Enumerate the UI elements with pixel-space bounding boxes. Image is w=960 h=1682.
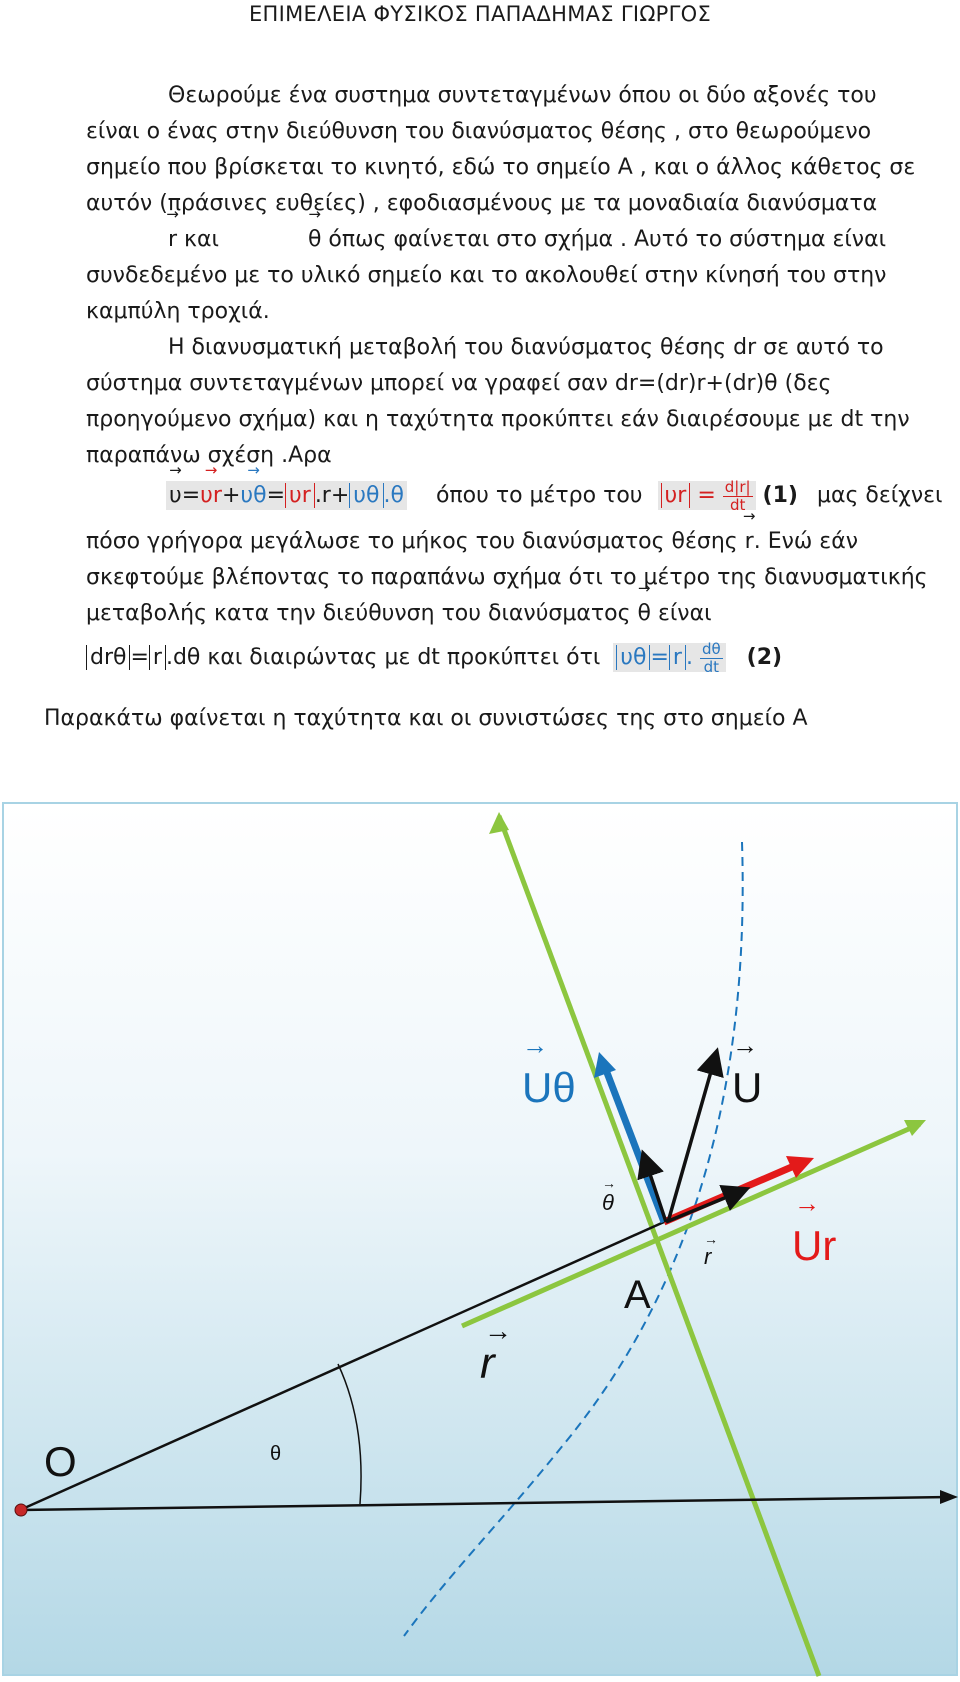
- label-theta-unit-arrow: →: [602, 1175, 616, 1191]
- theta-axis-line: [499, 816, 819, 1676]
- paragraph-1: Θεωρούμε ένα συστημα συντεταγμένων όπου οι δύο αξονές του είναι ο ένας στην διεύθυνση του διανύσματος θέσης , στο θεωρούμενο σημείο που βρίσκεται το κινητό, εδώ το σημείο Α , και ο άλλος κάθετος σε αυτόν (πράσινες ευθείες) , εφοδιασμένους με τα μοναδιαία διανύσματα → r και → θ όπως φαίνεται στο σχήμα . Αυτό το σύστημα είναι συνδεδεμένο με το υλικό σημείο και το ακολουθεί στην κίνησή του στην καμπύλη τροχιά.: [86, 78, 936, 330]
- radial-speed-formula: υr = $\frac{d|r|}{dt}$: [658, 481, 756, 510]
- position-vector: [20, 1222, 664, 1510]
- label-ur: Ur: [792, 1222, 837, 1269]
- label-r-unit: r: [704, 1244, 712, 1269]
- unit-vector-r: → r: [86, 222, 177, 258]
- paragraph-3: πόσο γρήγορα μεγάλωσε το μήκος του διανύσματος θέσης → r. Ενώ εάν σκεφτούμε βλέποντας το παραπάνω σχήμα ότι το μέτρο της διανυσματικής μεταβολής κατα την διεύθυνση του διανύσματος → θ είναι: [86, 524, 936, 632]
- equation-1: → υ=→ υr+→ υθ= υr .r+ υθ .θ όπου το μέτρο του υr = $\frac{d|r|}{dt}$ (1) μας δείχνει: [166, 478, 943, 514]
- label-ur-arrow: →: [794, 1188, 820, 1218]
- velocity-diagram: [4, 804, 960, 1678]
- figure-caption: Παρακάτω φαίνεται η ταχύτητα και οι συνιστώσες της στο σημείο Α: [44, 706, 808, 731]
- equation-label-1: (1): [762, 483, 798, 508]
- label-u-arrow: →: [732, 1030, 758, 1060]
- origin-point: [15, 1504, 27, 1516]
- label-r-vector: r: [480, 1339, 495, 1388]
- page-header: ΕΠΙΜΕΛΕΙΑ ΦΥΣΙΚΟΣ ΠΑΠΑΔΗΜΑΣ ΓΙΩΡΓΟΣ: [248, 2, 712, 26]
- label-point-a: A: [624, 1273, 651, 1317]
- label-u: U: [732, 1064, 763, 1111]
- displacement-equation: dr=(dr)r+(dr)θ: [614, 371, 778, 396]
- equation-label-2: (2): [746, 645, 783, 670]
- label-angle: θ: [270, 1443, 282, 1465]
- horizontal-axis: [20, 1497, 950, 1510]
- label-utheta-arrow: →: [522, 1030, 548, 1060]
- horizontal-axis-arrowhead: [940, 1490, 958, 1504]
- paragraph-2: Η διανυσματική μεταβολή του διανύσματος θέσης dr σε αυτό το σύστημα συντεταγμένων μπορεί να γραφεί σαν dr=(dr)r+(dr)θ (δες προηγούμενο σχήμα) και η ταχύτητα προκύπτει εάν διαιρέσουμε με dt την παραπάνω σχέση .Αρα: [86, 335, 910, 468]
- utheta-vector: [606, 1070, 664, 1222]
- label-theta-unit: θ: [602, 1190, 614, 1215]
- angular-speed-formula: υθ = r . $\frac{d\theta}{dt}$: [613, 643, 725, 672]
- angle-arc: [338, 1364, 361, 1504]
- label-r-vector-arrow: →: [484, 1315, 512, 1346]
- velocity-figure: [2, 802, 958, 1676]
- trajectory-curve: [404, 842, 743, 1636]
- unit-vector-theta: → θ: [226, 222, 321, 258]
- u-vector: [668, 1054, 716, 1222]
- label-origin: O: [44, 1438, 77, 1485]
- radial-axis-line: [462, 1124, 920, 1326]
- label-r-unit-arrow: →: [704, 1231, 718, 1247]
- equation-2: drθ = r .dθ και διαιρώντας με dt προκύπτει ότι υθ = r . $\frac{d\theta}{dt}$ (2): [86, 640, 782, 676]
- velocity-decomposition: → υ=→ υr+→ υθ= υr .r+ υθ .θ: [166, 481, 407, 510]
- label-utheta: Uθ: [522, 1064, 576, 1111]
